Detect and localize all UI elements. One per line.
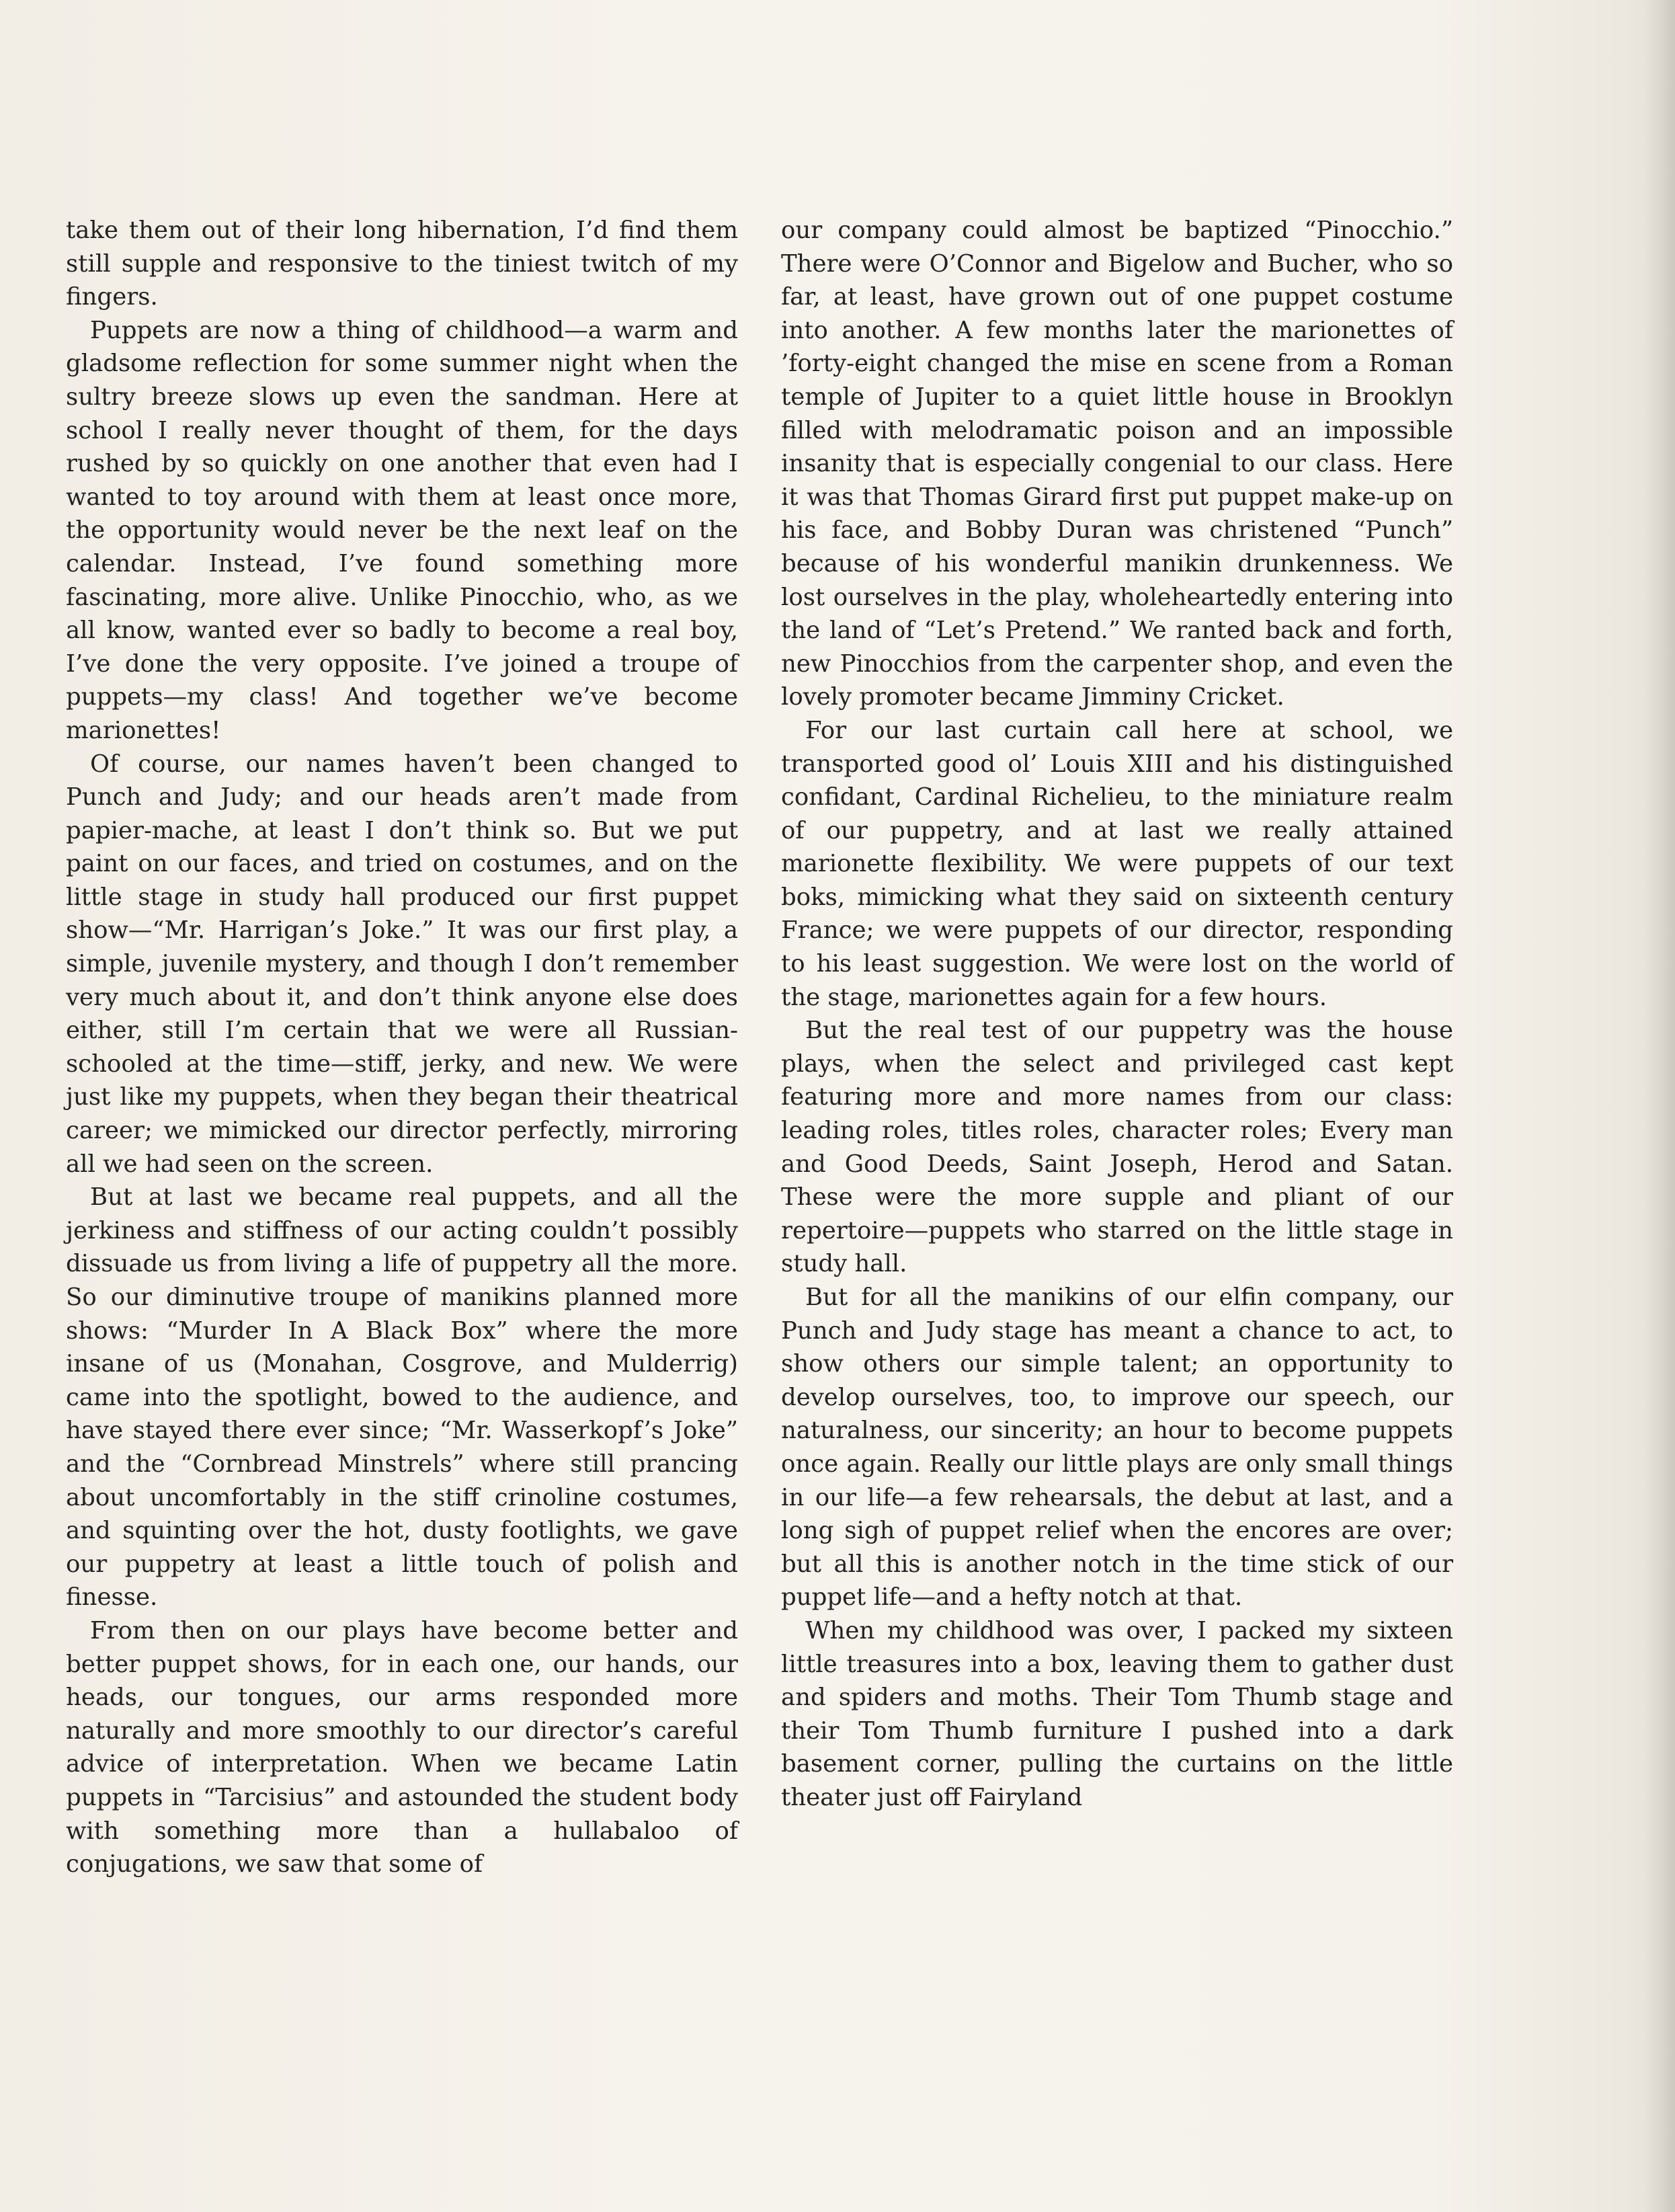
paragraph: our company could almost be baptized “Pinocchio.” There were O’Connor and Bigelow and Bucher, who so far, at least, have grown out of one puppet costume into another. A few months later the marionettes of ’forty-eight changed the mise en scene from a Roman temple of Jupiter to a quiet little house in Brooklyn filled with melodramatic poison and an impossible insanity that is especially congenial to our class. Here it was that Thomas Girard first put puppet make-up on his face, and Bobby Duran was christened “Punch” because of his wonderful manikin drunkenness. We lost ourselves in the play, wholeheartedly entering into the land of “Let’s Pretend.” We ranted back and forth, new Pinocchios from the carpenter shop, and even the lovely promoter became Jimminy Cricket. (781, 216, 1453, 711)
paragraph: But the real test of our puppetry was the house plays, when the select and privileged cast kept featuring more and more names from our class: leading roles, titles roles, character roles; Every man and Good Deeds, Saint Joseph, Herod and Satan. These were the more supple and pliant of our repertoire—puppets who starred on the little stage in study hall. (781, 1017, 1453, 1278)
left-column (66, 214, 738, 1881)
paragraph: But at last we became real puppets, and all the jerkiness and stiffness of our acting couldn’t possibly dissuade us from living a life of puppetry all the more. So our diminutive troupe of manikins planned more shows: “Murder In A Black Box” where the more insane of us (Monahan, Cosgrove, and Mulderrig) came into the spotlight, bowed to the audience, and have stayed there ever since; “Mr. Wasserkopf’s Joke” and the “Cornbread Minstrels” where still prancing about uncomfortably in the stiff crinoline costumes, and squinting over the hot, dusty footlights, we gave our puppetry at least a little touch of polish and finesse. (66, 1183, 738, 1612)
binding-shadow (1644, 0, 1675, 2212)
paragraph: For our last curtain call here at school, we transported good ol’ Louis XIII and his distinguished confidant, Cardinal Richelieu, to the miniature realm of our puppetry, and at last we really attained marionette flexibility. We were puppets of our text boks, mimicking what they said on sixteenth century France; we were puppets of our director, responding to his least suggestion. We were lost on the world of the stage, marionettes again for a few hours. (781, 716, 1453, 1011)
paragraph: Of course, our names haven’t been changed to Punch and Judy; and our heads aren’t made from papier-mache, at least I don’t think so. But we put paint on our faces, and tried on costumes, and on the little stage in study hall produced our first puppet show—“Mr. Harrigan’s Joke.” It was our first play, a simple, juvenile mystery, and though I don’t remember very much about it, and don’t think anyone else does either, still I’m certain that we were all Russian-schooled at the time—stiff, jerky, and new. We were just like my puppets, when they began their theatrical career; we mimicked our director perfectly, mirroring all we had seen on the screen. (66, 750, 738, 1178)
paragraph: take them out of their long hibernation, I’d find them still supple and responsive to the tiniest twitch of my fingers. (66, 216, 738, 311)
paragraph: From then on our plays have become better and better puppet shows, for in each one, our hands, our heads, our tongues, our arms responded more naturally and more smoothly to our director’s careful advice of interpretation. When we became Latin puppets in “Tarcisius” and astounded the student body with something more than a hullabaloo of conjugations, we saw that some of (66, 1616, 738, 1879)
paragraph: Puppets are now a thing of childhood—a warm and gladsome reflection for some summer night when the sultry breeze slows up even the sandman. Here at school I really never thought of them, for the days rushed by so quickly on one another that even had I wanted to toy around with them at least once more, the opportunity would never be the next leaf on the calendar. Instead, I’ve found something more fascinating, more alive. Unlike Pinocchio, who, as we all know, wanted ever so badly to become a real boy, I’ve done the very opposite. I’ve joined a troupe of puppets—my class! And together we’ve become marionettes! (66, 316, 738, 744)
paragraph: When my childhood was over, I packed my sixteen little treasures into a box, leaving them to gather dust and spiders and moths. Their Tom Thumb stage and their Tom Thumb furniture I pushed into a dark basement corner, pulling the curtains on the little theater just off Fairyland (781, 1616, 1453, 1811)
paragraph: But for all the manikins of our elfin company, our Punch and Judy stage has meant a chance to act, to show others our simple talent; an opportunity to develop ourselves, too, to improve our speech, our naturalness, our sincerity; an hour to become puppets once again. Really our little plays are only small things in our life—a few rehearsals, the debut at last, and a long sigh of puppet relief when the encores are over; but all this is another notch in the time stick of our puppet life—and a hefty notch at that. (781, 1283, 1453, 1612)
right-column (781, 214, 1453, 1815)
